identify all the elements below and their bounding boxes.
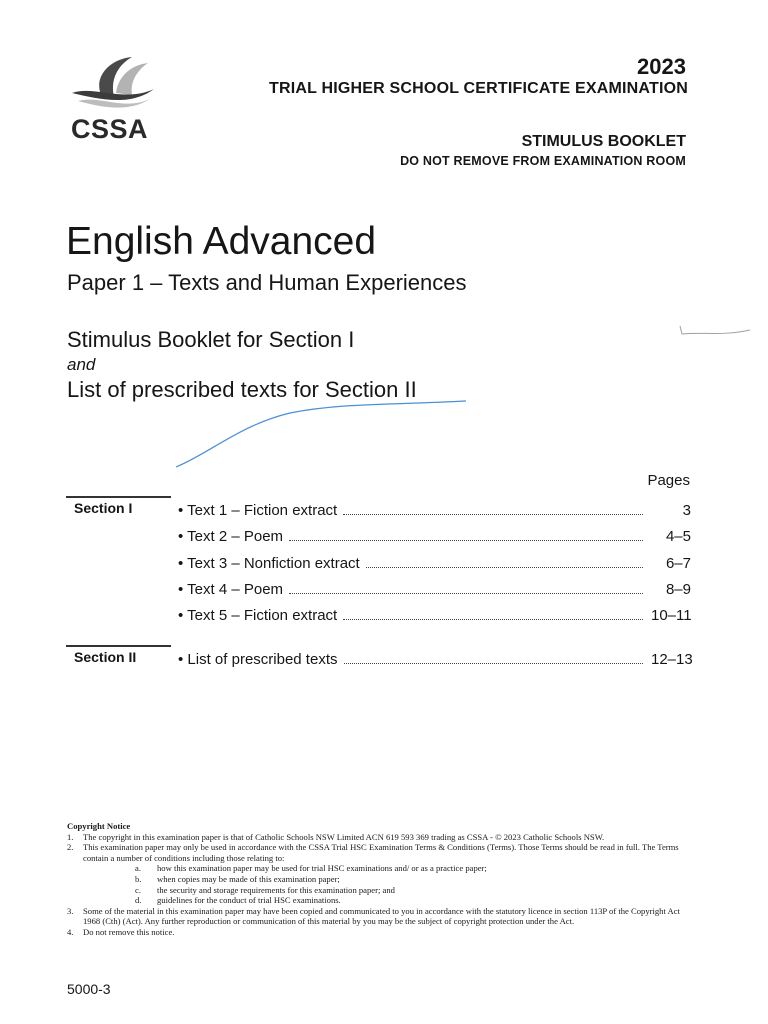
subitem-text: the security and storage requirements for this examination paper; and — [157, 884, 395, 895]
contents-item-pages: 10–11 — [651, 607, 692, 624]
contents-item-label: • Text 2 – Poem — [178, 528, 284, 545]
contents-item-label: • Text 4 – Poem — [178, 581, 284, 598]
cssa-logo-mark — [70, 55, 156, 115]
item-text: Do not remove this notice. — [83, 926, 175, 937]
contents-item-pages: 6–7 — [665, 555, 691, 572]
contents-row — [178, 646, 691, 668]
copyright-notice — [67, 821, 697, 938]
contents-item-pages: 4–5 — [665, 528, 691, 545]
subitem-letter: d. — [135, 895, 142, 906]
contents-item-label: • Text 5 – Fiction extract — [178, 607, 338, 624]
contents-item-pages: 8–9 — [665, 581, 691, 598]
item-text: This examination paper may only be used in accordance with the CSSA Trial HSC Examination Terms & Conditions (Terms). Those Terms should be read in full. The Terms contain a number of conditions including those relating to: — [83, 842, 679, 863]
logo-text: CSSA — [71, 114, 149, 144]
stimulus-line-1: Stimulus Booklet for Section I — [67, 327, 355, 352]
copyright-title: Copyright Notice — [67, 821, 131, 831]
subitem-letter: c. — [135, 884, 141, 895]
contents-row — [178, 602, 691, 624]
copyright-item — [67, 832, 697, 843]
dot-leader — [289, 540, 643, 541]
contents-item-label: • List of prescribed texts — [178, 651, 338, 668]
copyright-subitem — [67, 895, 697, 906]
section-2-rule — [66, 645, 171, 647]
dot-leader — [343, 514, 643, 515]
copyright-subitem — [67, 874, 697, 885]
item-number: 3. — [67, 905, 74, 916]
contents-row — [178, 576, 691, 598]
section-2-label: Section II — [74, 649, 137, 665]
exam-title: TRIAL HIGHER SCHOOL CERTIFICATE EXAMINATION — [269, 80, 688, 97]
stimulus-and: and — [67, 355, 96, 374]
item-number: 1. — [67, 831, 74, 842]
item-text: The copyright in this examination paper is that of Catholic Schools NSW Limited ACN 619 593 369 trading as CSSA - © 2023 Catholic Schools NSW. — [83, 831, 605, 842]
subitem-letter: a. — [135, 863, 141, 874]
dot-leader — [366, 567, 643, 568]
contents-row — [178, 497, 691, 519]
copyright-item — [67, 927, 697, 938]
exam-year: 2023 — [637, 54, 686, 79]
pen-mark — [170, 395, 470, 470]
contents-item-label: • Text 1 – Fiction extract — [178, 502, 338, 519]
subject-title: English Advanced — [66, 220, 377, 263]
subitem-text: how this examination paper may be used for trial HSC examinations and/ or as a practice paper; — [157, 863, 487, 874]
contents-row — [178, 550, 691, 572]
item-number: 2. — [67, 842, 74, 853]
subitem-letter: b. — [135, 873, 142, 884]
contents-item-pages: 12–13 — [651, 651, 693, 668]
subitem-text: when copies may be made of this examination paper; — [157, 873, 340, 884]
dot-leader — [343, 619, 643, 620]
copyright-subitem — [67, 863, 697, 874]
dot-leader — [344, 663, 644, 664]
dot-leader — [289, 593, 643, 594]
booklet-note: DO NOT REMOVE FROM EXAMINATION ROOM — [400, 154, 686, 168]
contents-item-label: • Text 3 – Nonfiction extract — [178, 555, 360, 572]
paper-title: Paper 1 – Texts and Human Experiences — [67, 270, 467, 295]
subitem-text: guidelines for the conduct of trial HSC examinations. — [157, 895, 341, 906]
copyright-subitem — [67, 885, 697, 896]
section-1-label: Section I — [74, 500, 133, 516]
booklet-title: STIMULUS BOOKLET — [521, 133, 686, 150]
pages-header: Pages — [647, 472, 690, 489]
item-text: Some of the material in this examination paper may have been copied and communicated to you in accordance with the statutory licence in section 113P of the Copyright Act 1968 (Cth) (Act). Any further reproduction or communication of this material by you may be the subject of copyright protection under the Act. — [83, 905, 680, 927]
stimulus-line-2: List of prescribed texts for Section II — [67, 377, 417, 402]
contents-item-pages: 3 — [682, 502, 691, 519]
item-number: 4. — [67, 926, 74, 937]
copyright-item — [67, 842, 697, 863]
contents-row — [178, 523, 691, 545]
pen-mark-margin — [676, 322, 756, 342]
section-1-rule — [66, 496, 171, 498]
paper-code: 5000-3 — [67, 981, 111, 997]
copyright-item — [67, 906, 697, 927]
